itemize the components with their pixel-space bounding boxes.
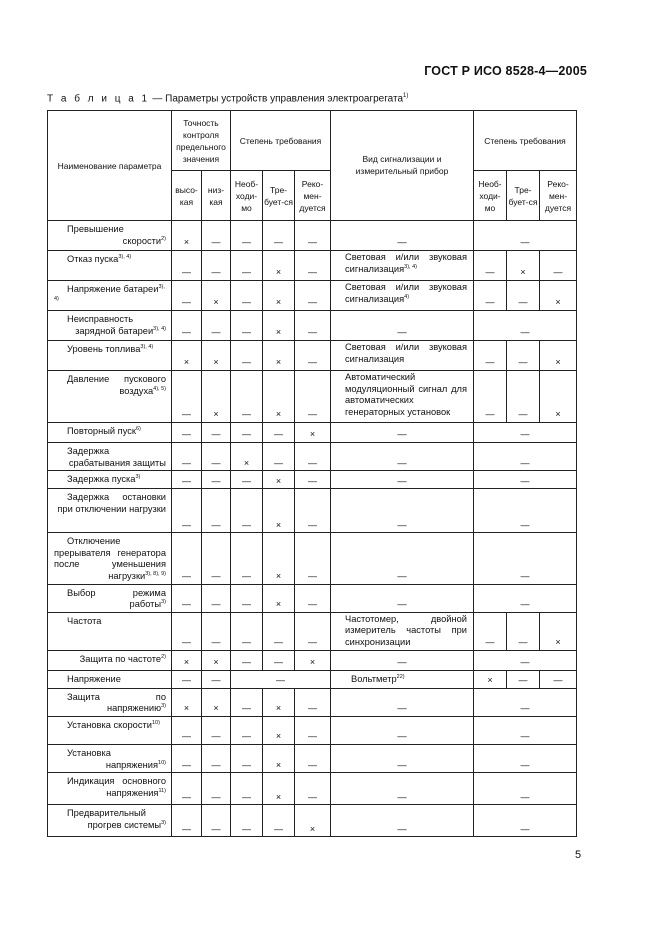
param-name: Установка скорости — [67, 719, 152, 730]
signal-text: Автоматический модуляционный сигнал для автоматических генераторных установок — [345, 372, 467, 417]
degree-cell: — — [474, 612, 507, 650]
param-name: Превышение скорости — [67, 224, 162, 246]
value-cell: — — [263, 443, 295, 471]
signal-text: — — [397, 759, 407, 770]
header-accuracy: Точность контроля предельного значения — [172, 111, 231, 171]
value-cell: — — [231, 423, 263, 443]
param-name-cell — [48, 443, 172, 471]
header-needed: Тре-бует-ся — [263, 171, 295, 221]
param-name: Установка напряжения — [67, 747, 159, 770]
degree-cell: — — [474, 489, 577, 533]
value-cell: × — [263, 688, 295, 716]
degree-cell: — — [474, 251, 507, 281]
degree-cell: — — [474, 311, 577, 341]
param-name: Защита по напряжению — [67, 691, 166, 714]
table-row — [48, 341, 577, 371]
value-cell: × — [172, 688, 202, 716]
header-degree: Степень требования — [231, 111, 331, 171]
param-name: Частота — [67, 615, 102, 626]
signal-text: Световая и/или звуковая сигнализация — [345, 252, 467, 274]
value-cell: — — [202, 773, 231, 805]
value-cell: × — [202, 371, 231, 423]
header-param: Наименование параметра — [48, 111, 172, 221]
param-footnote: 2) — [161, 653, 166, 660]
value-cell: — — [263, 423, 295, 443]
value-cell: — — [295, 281, 331, 311]
value-cell: × — [263, 584, 295, 612]
param-name-cell — [48, 744, 172, 772]
param-footnote: 3), 4) — [118, 253, 132, 260]
degree-cell: × — [474, 670, 507, 688]
table-row — [48, 650, 577, 670]
param-name-cell — [48, 423, 172, 443]
signal-cell — [331, 612, 474, 650]
degree-cell: × — [540, 281, 577, 311]
value-cell: — — [202, 251, 231, 281]
signal-cell — [331, 744, 474, 772]
header-required: Необ-ходи-мо — [231, 171, 263, 221]
degree-cell: — — [507, 670, 540, 688]
signal-cell — [331, 533, 474, 584]
value-cell: — — [295, 688, 331, 716]
degree-cell: — — [474, 716, 577, 744]
value-cell: — — [231, 670, 331, 688]
param-name-cell — [48, 612, 172, 650]
value-cell: × — [202, 281, 231, 311]
degree-cell: × — [540, 612, 577, 650]
degree-cell: — — [507, 371, 540, 423]
value-cell: — — [202, 423, 231, 443]
value-cell: — — [202, 805, 231, 837]
header-needed-2: Тре-бует-ся — [507, 171, 540, 221]
caption-title: — Параметры устройств управления электроагрегата — [149, 93, 404, 105]
value-cell: — — [231, 281, 263, 311]
param-name-cell — [48, 688, 172, 716]
value-cell: — — [295, 489, 331, 533]
signal-text: Частотомер, двойной измеритель частоты при синхронизации — [345, 613, 467, 647]
signal-cell — [331, 341, 474, 371]
degree-cell: — — [474, 443, 577, 471]
value-cell: — — [263, 805, 295, 837]
value-cell: — — [202, 471, 231, 489]
param-name: Защита по частоте — [79, 653, 162, 664]
value-cell: × — [202, 688, 231, 716]
table-row — [48, 471, 577, 489]
signal-cell — [331, 471, 474, 489]
value-cell: — — [263, 612, 295, 650]
caption-note: 1) — [403, 93, 409, 99]
value-cell: — — [202, 716, 231, 744]
degree-cell: × — [540, 341, 577, 371]
signal-footnote: 22) — [396, 673, 405, 680]
value-cell: — — [202, 221, 231, 251]
value-cell: — — [172, 744, 202, 772]
value-cell: × — [263, 371, 295, 423]
signal-text: — — [397, 429, 407, 440]
value-cell: — — [231, 773, 263, 805]
degree-cell: — — [507, 612, 540, 650]
signal-cell — [331, 584, 474, 612]
header-low: низ-кая — [202, 171, 231, 221]
param-name: Задержка остановки при отключении нагрузки — [57, 492, 166, 514]
value-cell: — — [172, 670, 202, 688]
value-cell: × — [172, 221, 202, 251]
param-footnote: 3) — [161, 599, 166, 606]
param-name-cell — [48, 773, 172, 805]
value-cell: — — [231, 612, 263, 650]
signal-text: — — [397, 599, 407, 610]
table-row — [48, 371, 577, 423]
param-footnote: 3) — [161, 703, 166, 710]
param-name-cell — [48, 341, 172, 371]
value-cell: — — [172, 371, 202, 423]
signal-cell — [331, 371, 474, 423]
value-cell: — — [172, 612, 202, 650]
value-cell: — — [231, 471, 263, 489]
signal-cell — [331, 443, 474, 471]
value-cell: — — [231, 251, 263, 281]
signal-cell — [331, 221, 474, 251]
table-row — [48, 311, 577, 341]
signal-text: — — [397, 519, 407, 530]
param-name: Отказ пуска — [67, 254, 119, 264]
value-cell: — — [231, 489, 263, 533]
param-footnote: 10) — [158, 759, 166, 766]
value-cell: × — [263, 716, 295, 744]
degree-cell: — — [474, 650, 577, 670]
value-cell: — — [172, 471, 202, 489]
header-required-2: Необ-ходи-мо — [474, 171, 507, 221]
param-name: Предварительный прогрев системы — [67, 808, 162, 830]
param-footnote: 6) — [135, 425, 141, 432]
param-name-cell — [48, 311, 172, 341]
value-cell: — — [231, 341, 263, 371]
table-row — [48, 612, 577, 650]
table-row — [48, 221, 577, 251]
signal-cell — [331, 311, 474, 341]
value-cell: — — [172, 281, 202, 311]
value-cell: — — [263, 650, 295, 670]
table-row — [48, 443, 577, 471]
param-name: Давление пускового воздуха — [67, 374, 166, 396]
signal-footnote: 4) — [404, 293, 410, 300]
param-name: Повторный пуск — [67, 426, 136, 436]
value-cell: — — [202, 584, 231, 612]
value-cell: — — [202, 489, 231, 533]
param-name: Индикация основного напряжения — [67, 776, 166, 798]
signal-cell — [331, 688, 474, 716]
param-name-cell — [48, 805, 172, 837]
signal-text: Световая и/или звуковая сигнализация — [345, 342, 467, 364]
signal-text: — — [397, 570, 407, 581]
signal-cell — [331, 773, 474, 805]
parameters-table — [47, 110, 577, 837]
value-cell: — — [295, 773, 331, 805]
signal-text: — — [397, 703, 407, 714]
document-header: ГОСТ Р ИСО 8528-4—2005 — [424, 64, 587, 78]
signal-text: — — [397, 327, 407, 338]
param-footnote: 4), 5) — [153, 385, 166, 392]
param-name: Выбор режима работы — [67, 587, 166, 610]
value-cell: — — [231, 533, 263, 584]
degree-cell: — — [474, 281, 507, 311]
value-cell: — — [295, 371, 331, 423]
table-row — [48, 805, 577, 837]
value-cell: — — [295, 471, 331, 489]
table-row — [48, 670, 577, 688]
degree-cell: — — [474, 533, 577, 584]
param-name-cell — [48, 670, 172, 688]
value-cell: — — [202, 670, 231, 688]
value-cell: — — [231, 744, 263, 772]
param-name-cell — [48, 650, 172, 670]
param-name-cell — [48, 371, 172, 423]
param-name: Задержка срабатывания защиты — [67, 446, 166, 468]
param-name-cell — [48, 716, 172, 744]
header-recommended: Реко-мен-дуется — [295, 171, 331, 221]
signal-cell — [331, 650, 474, 670]
table-row — [48, 744, 577, 772]
value-cell: × — [202, 650, 231, 670]
value-cell: — — [172, 251, 202, 281]
value-cell: — — [295, 251, 331, 281]
param-footnote: 3) — [161, 819, 166, 826]
degree-cell: — — [474, 341, 507, 371]
value-cell: — — [172, 533, 202, 584]
value-cell: — — [295, 341, 331, 371]
value-cell: — — [231, 584, 263, 612]
degree-cell: — — [540, 251, 577, 281]
value-cell: — — [295, 744, 331, 772]
degree-cell: — — [507, 341, 540, 371]
degree-cell: — — [507, 281, 540, 311]
value-cell: — — [202, 443, 231, 471]
degree-cell: × — [540, 371, 577, 423]
signal-footnote: 3), 4) — [404, 263, 417, 270]
page-number: 5 — [575, 849, 582, 861]
degree-cell: — — [540, 670, 577, 688]
signal-cell — [331, 251, 474, 281]
value-cell: — — [202, 744, 231, 772]
signal-cell — [331, 281, 474, 311]
header-high: высо-кая — [172, 171, 202, 221]
param-name: Напряжение — [67, 673, 121, 684]
table-row — [48, 281, 577, 311]
value-cell: — — [172, 584, 202, 612]
signal-text: Вольтметр — [351, 673, 397, 684]
signal-text: — — [397, 475, 407, 486]
table-row — [48, 773, 577, 805]
table-row — [48, 533, 577, 584]
value-cell: × — [263, 311, 295, 341]
value-cell: — — [202, 612, 231, 650]
param-name-cell — [48, 281, 172, 311]
param-name-cell — [48, 489, 172, 533]
degree-cell: — — [474, 805, 577, 837]
degree-cell: — — [474, 371, 507, 423]
signal-cell — [331, 805, 474, 837]
value-cell: — — [263, 221, 295, 251]
value-cell: × — [295, 650, 331, 670]
value-cell: × — [295, 423, 331, 443]
value-cell: — — [172, 489, 202, 533]
param-name: Напряжение батареи — [67, 284, 159, 294]
value-cell: × — [172, 650, 202, 670]
param-name-cell — [48, 221, 172, 251]
value-cell: — — [172, 773, 202, 805]
value-cell: × — [263, 744, 295, 772]
value-cell: — — [231, 805, 263, 837]
signal-text: — — [397, 731, 407, 742]
table-row — [48, 251, 577, 281]
value-cell: × — [263, 341, 295, 371]
param-name: Отключение прерывателя генератора после уменьшения нагрузки — [54, 536, 166, 581]
value-cell: × — [263, 281, 295, 311]
signal-cell — [331, 423, 474, 443]
table-row — [48, 423, 577, 443]
value-cell: — — [231, 650, 263, 670]
signal-cell — [331, 670, 474, 688]
param-footnote: 3), 8), 9) — [145, 570, 166, 577]
param-name-cell — [48, 533, 172, 584]
param-footnote: 3), 4) — [153, 325, 166, 332]
degree-cell: — — [474, 423, 577, 443]
signal-text: — — [397, 791, 407, 802]
value-cell: — — [295, 533, 331, 584]
signal-cell — [331, 716, 474, 744]
table-row — [48, 584, 577, 612]
value-cell: — — [202, 533, 231, 584]
value-cell: — — [231, 716, 263, 744]
value-cell: — — [295, 311, 331, 341]
degree-cell: — — [474, 221, 577, 251]
value-cell: × — [231, 443, 263, 471]
table-row — [48, 489, 577, 533]
header-signal: Вид сигнализации и измерительный прибор — [331, 111, 474, 221]
param-name-cell — [48, 251, 172, 281]
param-footnote: 3), 4) — [54, 283, 165, 302]
signal-text: — — [397, 457, 407, 468]
caption-label: Т а б л и ц а 1 — [47, 93, 150, 105]
value-cell: — — [295, 584, 331, 612]
degree-cell: — — [474, 471, 577, 489]
param-footnote: 3) — [135, 474, 141, 481]
value-cell: — — [231, 221, 263, 251]
value-cell: × — [202, 341, 231, 371]
signal-text: Световая и/или звуковая сигнализация — [345, 282, 467, 304]
degree-cell: — — [474, 688, 577, 716]
value-cell: × — [172, 341, 202, 371]
value-cell: — — [172, 716, 202, 744]
value-cell: × — [295, 805, 331, 837]
value-cell: — — [231, 688, 263, 716]
value-cell: — — [172, 443, 202, 471]
degree-cell: — — [474, 744, 577, 772]
param-name: Неисправность зарядной батареи — [67, 314, 154, 336]
value-cell: — — [295, 221, 331, 251]
signal-text: — — [397, 823, 407, 834]
value-cell: — — [231, 311, 263, 341]
value-cell: — — [172, 311, 202, 341]
table-row — [48, 688, 577, 716]
param-footnote: 3), 4) — [140, 343, 154, 350]
param-name: Задержка пуска — [67, 474, 136, 485]
signal-text: — — [397, 657, 407, 668]
value-cell: — — [231, 371, 263, 423]
table-row — [48, 716, 577, 744]
header-degree-2: Степень требования — [474, 111, 577, 171]
value-cell: — — [202, 311, 231, 341]
param-footnote: 10) — [151, 719, 160, 726]
table-caption — [47, 93, 408, 104]
signal-cell — [331, 489, 474, 533]
value-cell: × — [263, 533, 295, 584]
value-cell: × — [263, 773, 295, 805]
param-name-cell — [48, 471, 172, 489]
value-cell: — — [295, 612, 331, 650]
value-cell: — — [295, 443, 331, 471]
degree-cell: × — [507, 251, 540, 281]
signal-text: — — [397, 237, 407, 248]
value-cell: × — [263, 489, 295, 533]
value-cell: × — [263, 251, 295, 281]
param-footnote: 11) — [158, 787, 166, 794]
value-cell: — — [172, 805, 202, 837]
degree-cell: — — [474, 584, 577, 612]
param-name: Уровень топлива — [67, 344, 141, 354]
degree-cell: — — [474, 773, 577, 805]
value-cell: — — [172, 423, 202, 443]
header-recommended-2: Реко-мен-дуется — [540, 171, 577, 221]
value-cell: — — [295, 716, 331, 744]
value-cell: × — [263, 471, 295, 489]
param-footnote: 2) — [161, 235, 166, 242]
param-name-cell — [48, 584, 172, 612]
